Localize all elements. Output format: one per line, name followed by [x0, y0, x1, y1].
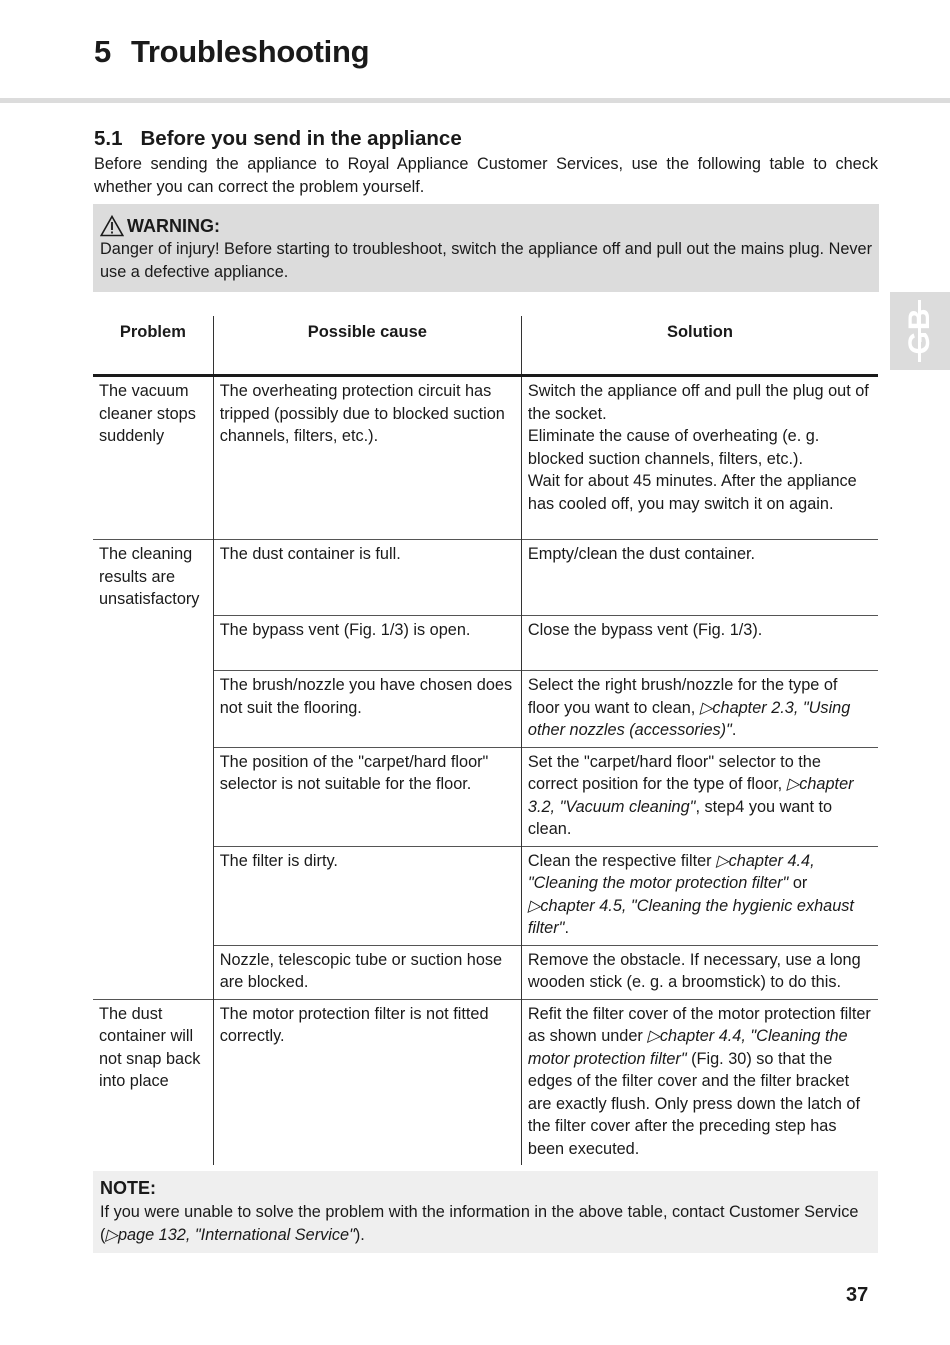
cause-cell: The dust container is full.	[213, 540, 521, 616]
solution-text: Select the right brush/nozzle for the type of floor you want to clean,	[527, 676, 838, 717]
table-row	[93, 616, 878, 671]
chapter-number: 5	[94, 34, 111, 69]
table-row	[93, 846, 878, 945]
chapter-reference-link[interactable]: ▷chapter 4.5, "Cleaning the hygienic exhaust filter"	[527, 896, 854, 937]
warning-triangle-icon	[100, 215, 124, 237]
page-number: 37	[846, 1284, 869, 1306]
cause-cell: The filter is dirty.	[213, 846, 521, 945]
table-row	[93, 999, 878, 1165]
solution-text: , step4 you want to clean.	[527, 797, 833, 838]
chapter-reference-link[interactable]: ▷chapter 4.4, "Cleaning the motor protection filter"	[527, 851, 815, 892]
header-cause: Possible cause	[213, 316, 521, 376]
cause-cell: The motor protection filter is not fitted correctly.	[213, 999, 521, 1165]
solution-text: .	[731, 721, 737, 739]
table-row	[93, 747, 878, 846]
solution-cell	[521, 747, 878, 846]
solution-line: Eliminate the cause of overheating (e. g. blocked suction channels, filters, etc.).	[527, 427, 820, 468]
header-divider	[0, 98, 950, 103]
note-label: NOTE:	[100, 1178, 156, 1198]
note-text	[100, 1201, 871, 1246]
solution-text: (Fig. 30) so that the edges of the filter cover and the filter bracket are exactly flush. Only press down the latch of the filter cover after the preceding step has been executed.	[527, 1049, 861, 1158]
cause-cell: The overheating protection circuit has tripped (possibly due to blocked suction channels, filters, etc.).	[213, 376, 521, 540]
solution-text: or	[788, 874, 808, 892]
cause-cell: The brush/nozzle you have chosen does not suit the flooring.	[213, 671, 521, 748]
cause-cell: The bypass vent (Fig. 1/3) is open.	[213, 616, 521, 671]
solution-text: Set the "carpet/hard floor" selector to the correct position for the type of floor,	[527, 752, 821, 793]
warning-label: WARNING:	[127, 215, 220, 236]
problem-cell: The dust container will not snap back into place	[93, 999, 213, 1165]
problem-cell: The cleaning results are unsatisfactory	[93, 540, 213, 616]
table-row	[93, 376, 878, 540]
section-number: 5.1	[94, 127, 123, 150]
solution-cell: Remove the obstacle. If necessary, use a long wooden stick (e. g. a broomstick) to do this.	[521, 945, 878, 999]
header-solution: Solution	[521, 316, 878, 376]
solution-line: Wait for about 45 minutes. After the appliance has cooled off, you may switch it on again.	[527, 472, 857, 513]
cause-cell: The position of the "carpet/hard floor" selector is not suitable for the floor.	[213, 747, 521, 846]
chapter-reference-link[interactable]: ▷chapter 2.3, "Using other nozzles (accessories)"	[527, 698, 851, 739]
solution-text: Clean the respective filter	[527, 851, 717, 870]
note-box	[93, 1171, 878, 1253]
solution-cell: Empty/clean the dust container.	[521, 540, 878, 616]
section-title	[94, 127, 462, 151]
problem-cell: The vacuum cleaner stops suddenly	[99, 382, 196, 445]
section-intro: Before sending the appliance to Royal Appliance Customer Services, use the following table to check whether you can correct the problem yourself.	[94, 155, 878, 196]
table-row	[93, 540, 878, 616]
table-row	[93, 671, 878, 748]
solution-text: Refit the filter cover of the motor protection filter as shown under	[527, 1004, 871, 1045]
troubleshooting-table	[93, 316, 878, 1165]
section-title-text: Before you send in the appliance	[140, 127, 462, 150]
table-row	[93, 945, 878, 999]
solution-cell	[521, 999, 878, 1165]
chapter-title-text: Troubleshooting	[130, 34, 370, 69]
solution-cell	[521, 671, 878, 748]
solution-cell: Close the bypass vent (Fig. 1/3).	[521, 616, 878, 671]
problem-cell-empty	[93, 846, 213, 945]
header-problem: Problem	[93, 316, 213, 376]
chapter-title	[94, 34, 369, 70]
solution-text: .	[564, 919, 569, 937]
problem-cell-empty	[93, 747, 213, 846]
warning-heading	[100, 214, 872, 238]
language-tab-gb	[890, 292, 950, 370]
language-tab-label: GB	[903, 307, 936, 355]
warning-text: Danger of injury! Before starting to troubleshoot, switch the appliance off and pull out the mains plug. Never use a defective appliance.	[100, 240, 872, 281]
solution-cell	[521, 376, 878, 540]
page-reference-link[interactable]: ▷page 132, "International Service"	[105, 1225, 355, 1244]
solution-cell	[521, 846, 878, 945]
chapter-reference-link[interactable]: ▷chapter 3.2, "Vacuum cleaning"	[527, 775, 854, 816]
warning-box	[93, 204, 879, 292]
note-text-post: ).	[354, 1225, 365, 1244]
solution-line: Switch the appliance off and pull the plug out of the socket.	[527, 382, 869, 423]
table-header-row	[93, 316, 878, 376]
problem-cell-empty	[93, 671, 213, 748]
problem-cell-empty	[93, 616, 213, 671]
note-text-pre: If you were unable to solve the problem with the information in the above table, contact Customer Service (	[100, 1203, 859, 1244]
cause-cell: Nozzle, telescopic tube or suction hose are blocked.	[213, 945, 521, 999]
problem-cell-empty	[93, 945, 213, 999]
chapter-reference-link[interactable]: ▷chapter 4.4, "Cleaning the motor protection filter"	[527, 1027, 848, 1068]
